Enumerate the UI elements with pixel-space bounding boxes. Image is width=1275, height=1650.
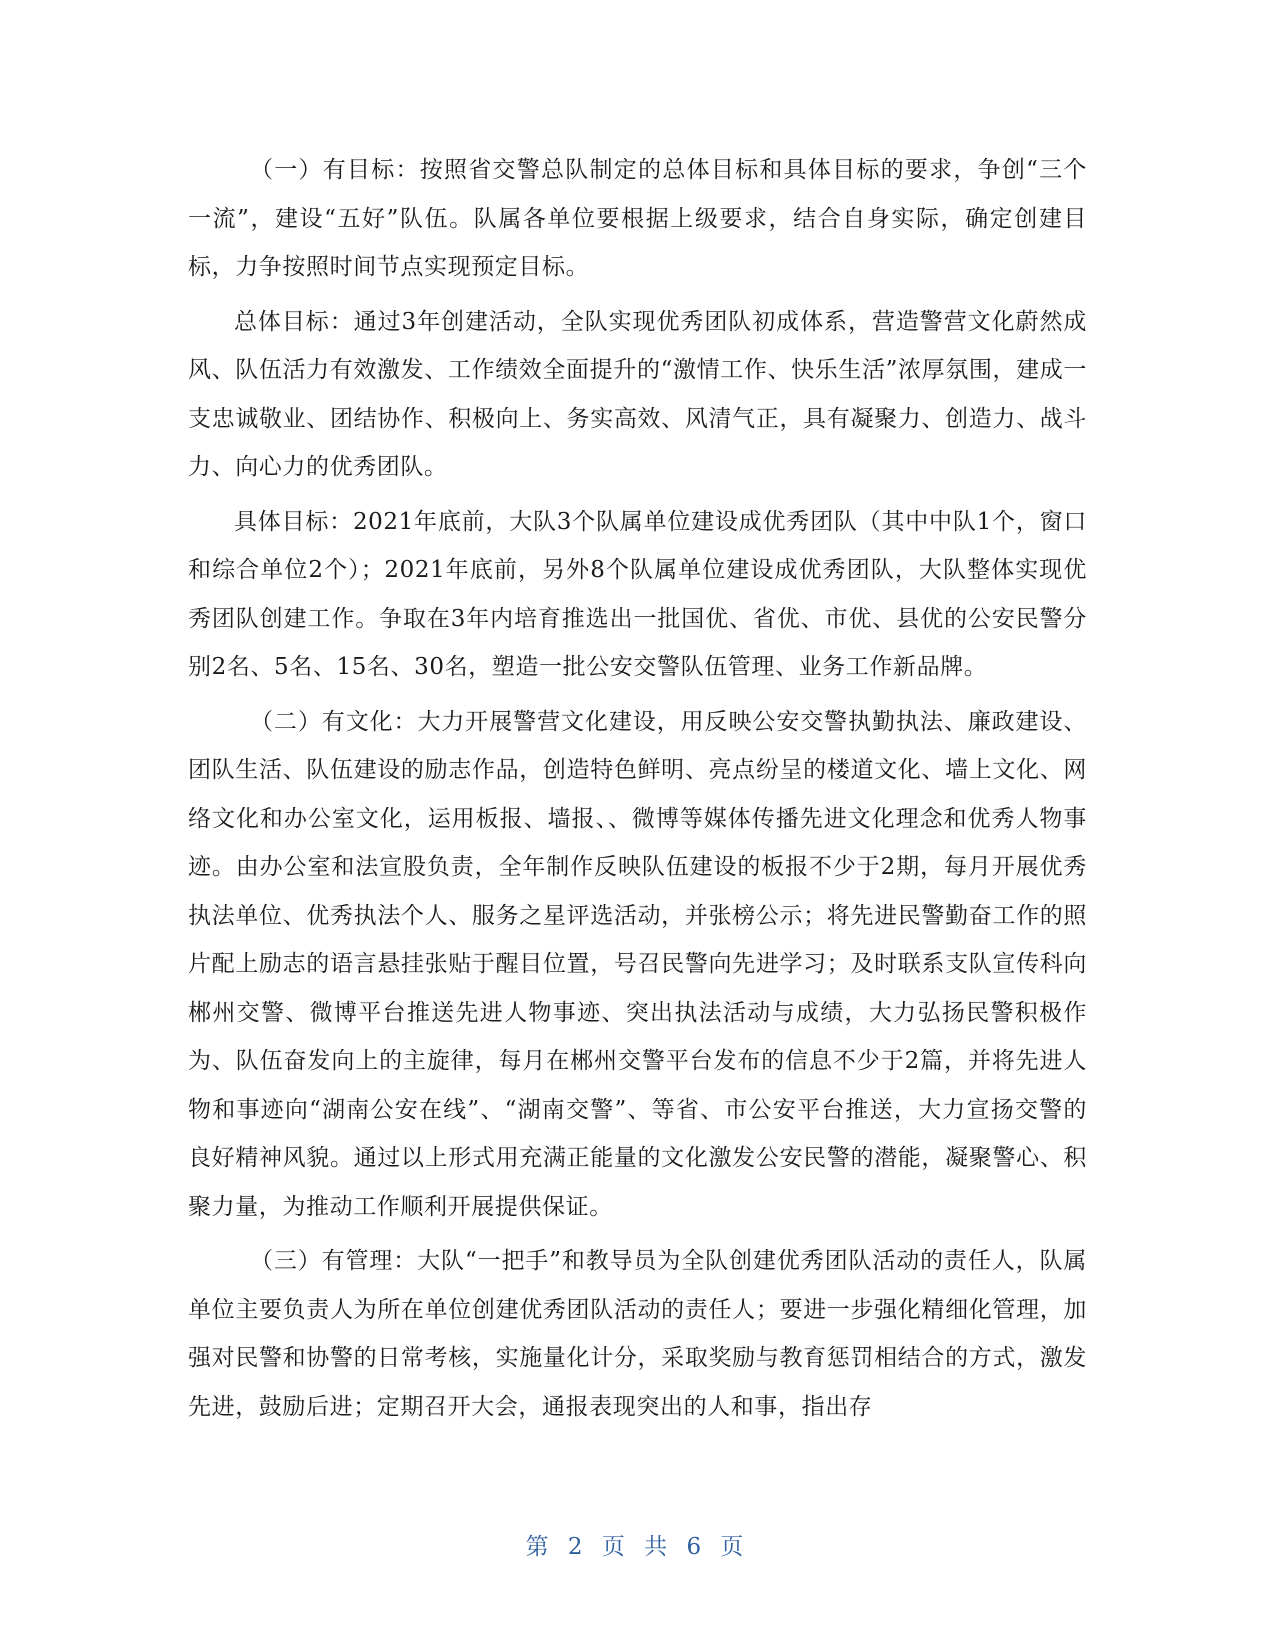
paragraph-management: （三）有管理：大队“一把手”和教导员为全队创建优秀团队活动的责任人，队属单位主要负责人为所在单位创建优秀团队活动的责任人；要进一步强化精细化管理，加强对民警和协警的日常考核，实施量化计分，采取奖励与教育惩罚相结合的方式，激发先进，鼓励后进；定期召开大会，通报表现突出的人和事，指出存 — [188, 1248, 1087, 1420]
paragraph-culture: （二）有文化：大力开展警营文化建设，用反映公安交警执勤执法、廉政建设、团队生活、队伍建设的励志作品，创造特色鲜明、亮点纷呈的楼道文化、墙上文化、网络文化和办公室文化，运用板报、墙报、、微博等媒体传播先进文化理念和优秀人物事迹。由办公室和法宣股负责，全年制作反映队伍建设的板报不少于2期，每月开展优秀执法单位、优秀执法个人、服务之星评选活动，并张榜公示；将先进民警勤奋工作的照片配上励志的语言悬挂张贴于醒目位置，号召民警向先进学习；及时联系支队宣传科向郴州交警、微博平台推送先进人物事迹、突出执法活动与成绩，大力弘扬民警积极作为、队伍奋发向上的主旋律，每月在郴州交警平台发布的信息不少于2篇，并将先进人物和事迹向“湖南公安在线”、“湖南交警”、等省、市公安平台推送，大力宣扬交警的良好精神风貌。通过以上形式用充满正能量的文化激发公安民警的潜能，凝聚警心、积聚力量，为推动工作顺利开展提供保证。 — [188, 708, 1087, 1220]
page-number-footer: 第 2 页 共 6 页 — [525, 1534, 750, 1560]
paragraph-overall-goal: 总体目标：通过3年创建活动，全队实现优秀团队初成体系，营造警营文化蔚然成风、队伍活力有效激发、工作绩效全面提升的“激情工作、快乐生活”浓厚氛围，建成一支忠诚敬业、团结协作、积极向上、务实高效、风清气正，具有凝聚力、创造力、战斗力、向心力的优秀团队。 — [188, 308, 1087, 480]
paragraph-specific-goal: 具体目标：2021年底前，大队3个队属单位建设成优秀团队（其中中队1个，窗口和综合单位2个）；2021年底前，另外8个队属单位建设成优秀团队，大队整体实现优秀团队创建工作。争取在3年内培育推选出一批国优、省优、市优、县优的公安民警分别2名、5名、15名、30名，塑造一批公安交警队伍管理、业务工作新品牌。 — [188, 508, 1087, 680]
paragraph-goals: （一）有目标：按照省交警总队制定的总体目标和具体目标的要求，争创“三个一流”，建设“五好”队伍。队属各单位要根据上级要求，结合自身实际，确定创建目标，力争按照时间节点实现预定目标。 — [188, 157, 1087, 280]
document-body — [188, 146, 1087, 1437]
